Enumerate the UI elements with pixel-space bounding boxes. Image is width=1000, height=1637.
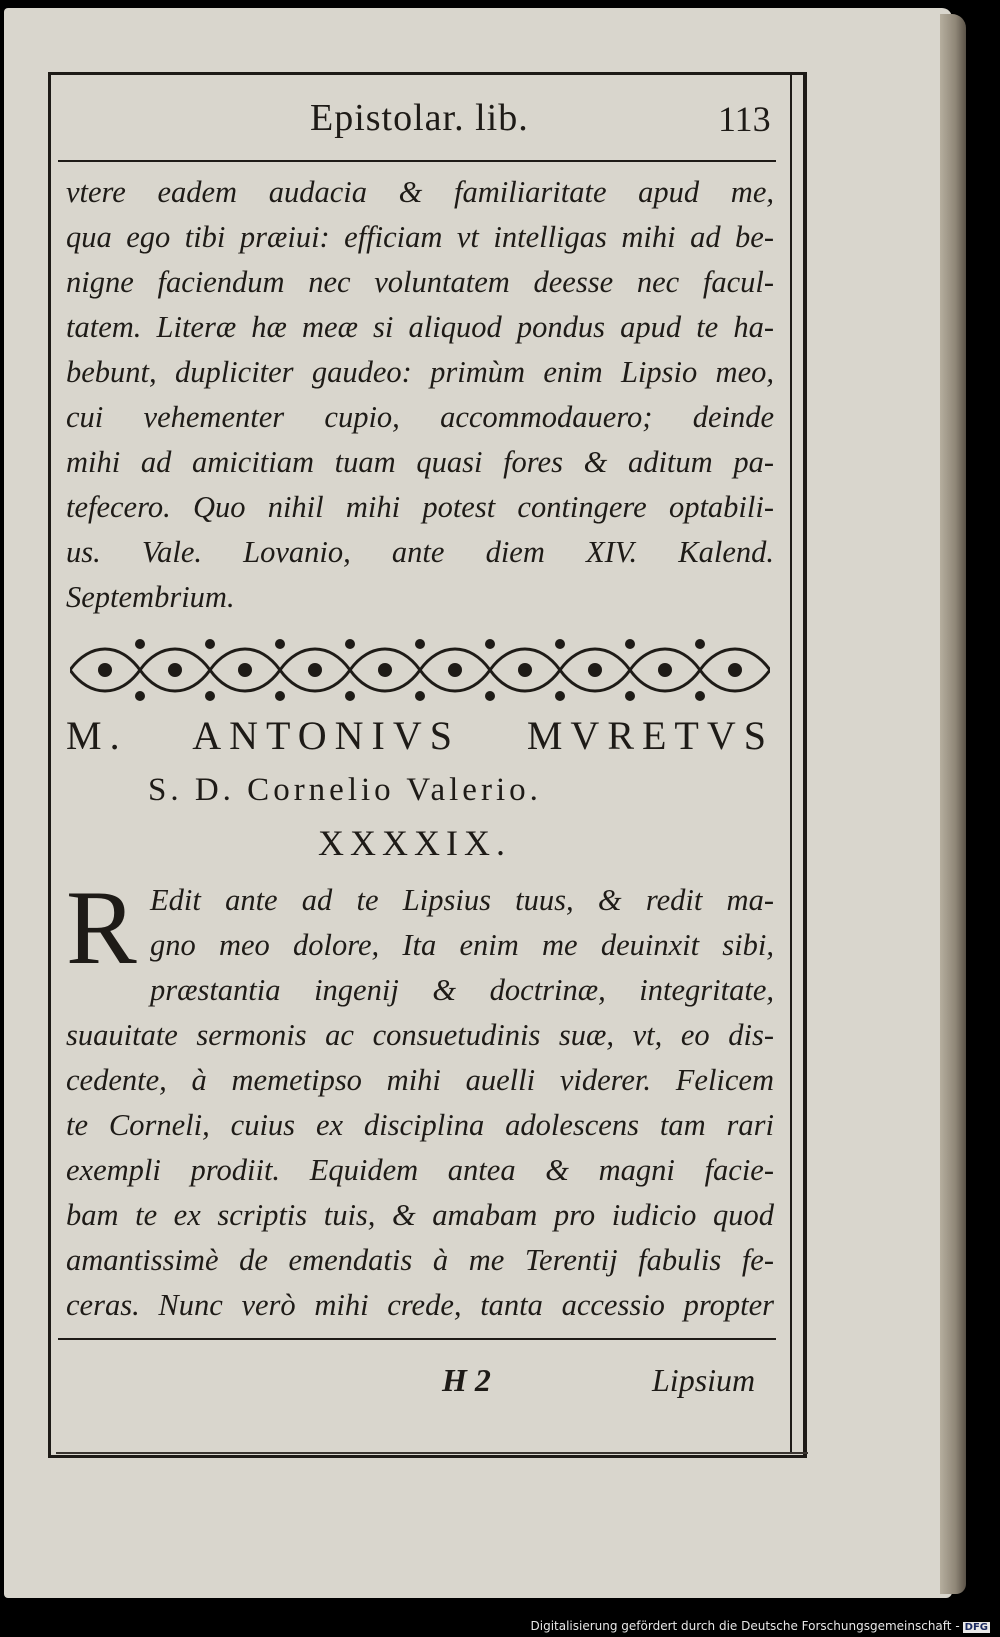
frame-shadow-rule (56, 1452, 808, 1460)
catchword: Lipsium (652, 1362, 756, 1398)
letter-author: M. ANTONIVS MVRETVS (66, 713, 774, 758)
text-line: ceras. Nunc verò mihi crede, tanta accessio propter (66, 1288, 774, 1322)
page-edge (940, 14, 966, 1594)
text-line: vtere eadem audacia & familiaritate apud me, (66, 175, 774, 209)
drop-cap: R (66, 869, 137, 986)
text-line: Septembrium. (66, 580, 235, 614)
continuation-text (66, 170, 774, 620)
running-head: Epistolar. lib. (310, 97, 529, 139)
signature-mark: H 2 (442, 1362, 491, 1398)
text-line: præstantia ingenij & doctrinæ, integritate, (150, 973, 774, 1007)
text-line: bam te ex scriptis tuis, & amabam pro iudicio quod (66, 1198, 774, 1232)
text-line: qua ego tibi præiui: efficiam vt intelligas mihi ad be- (66, 220, 774, 254)
text-line: tatem. Literæ hæ meæ si aliquod pondus apud te ha- (66, 310, 774, 344)
text-line: gno meo dolore, Ita enim me deuinxit sibi, (150, 928, 774, 962)
text-line: Edit ante ad te Lipsius tuus, & redit ma- (150, 883, 774, 917)
credit-text: Digitalisierung gefördert durch die Deutsche Forschungsgemeinschaft - (530, 1619, 960, 1633)
letter-text-indented (150, 878, 774, 1013)
text-line: te Corneli, cuius ex disciplina adolescens tam rari (66, 1108, 774, 1142)
letter-addressee: S. D. Cornelio Valerio. (148, 772, 542, 808)
text-line: tefecero. Quo nihil mihi potest contingere optabili- (66, 490, 774, 524)
letter-text (66, 1013, 774, 1328)
frame-inner-rule (790, 72, 792, 1452)
foot-rule (58, 1338, 776, 1340)
dfg-logo-icon: DFG (964, 1622, 988, 1633)
head-rule (58, 160, 776, 162)
text-line: cui vehementer cupio, accommodauero; deinde (66, 400, 774, 434)
text-line: bebunt, dupliciter gaudeo: primùm enim Lipsio meo, (66, 355, 774, 389)
text-line: suauitate sermonis ac consuetudinis suæ, vt, eo dis- (66, 1018, 774, 1052)
text-line: amantissimè de emendatis à me Terentij fabulis fe- (66, 1243, 774, 1277)
text-line: nigne faciendum nec voluntatem deesse nec facul- (66, 265, 774, 299)
digitization-credit (531, 1619, 991, 1633)
text-line: cedente, à memetipso mihi auelli viderer. Felicem (66, 1063, 774, 1097)
text-line: exempli prodiit. Equidem antea & magni facie- (66, 1153, 774, 1187)
text-line: us. Vale. Lovanio, ante diem XIV. Kalend. (66, 535, 774, 569)
page-number: 113 (718, 99, 771, 139)
floral-ornament-icon (70, 632, 770, 708)
letter-number: XXXXIX. (318, 823, 511, 863)
text-line: mihi ad amicitiam tuam quasi fores & aditum pa- (66, 445, 774, 479)
